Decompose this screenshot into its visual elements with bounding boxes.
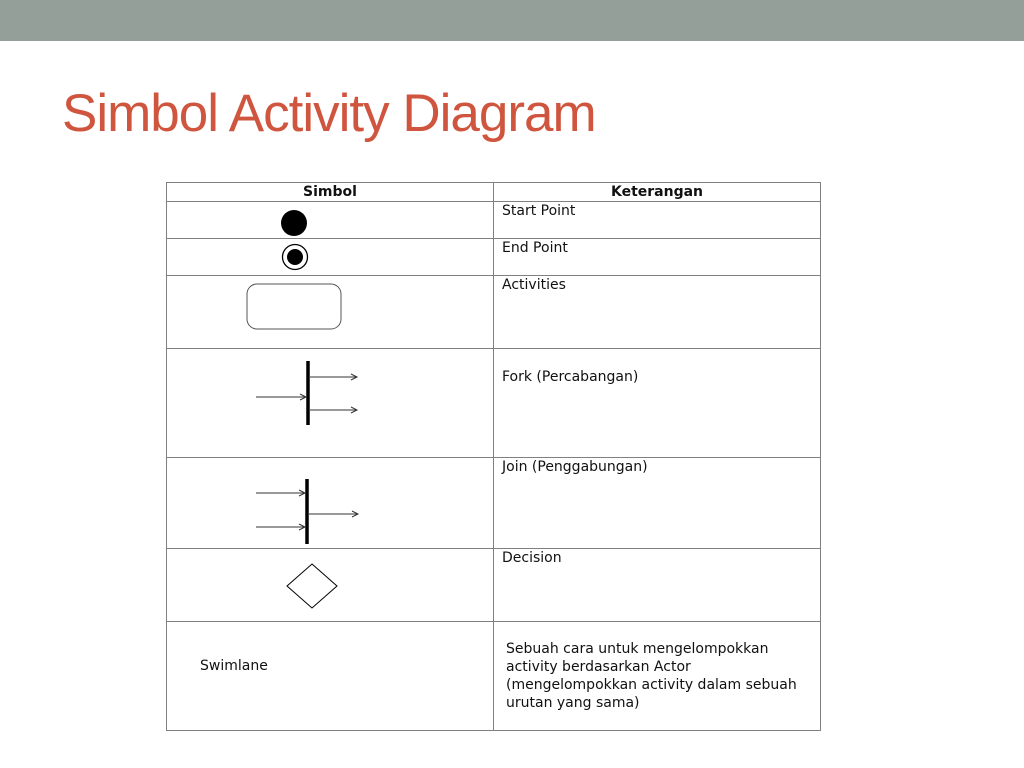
- table-row: [167, 622, 821, 731]
- swimlane-label: Swimlane: [200, 658, 268, 674]
- table-row: [167, 458, 821, 549]
- header-simbol: Simbol: [167, 183, 494, 202]
- symbol-cell: [167, 549, 494, 622]
- end-point-icon: [167, 239, 494, 275]
- table-row: [167, 349, 821, 458]
- fork-icon: [167, 349, 494, 457]
- symbol-cell: [167, 349, 494, 458]
- description-cell: Join (Penggabungan): [494, 458, 821, 549]
- symbol-cell: [167, 276, 494, 349]
- description-cell: Start Point: [494, 202, 821, 239]
- description-cell: Sebuah cara untuk mengelompokkan activity berdasarkan Actor (mengelompokkan activity dalam sebuah urutan yang sama): [494, 622, 821, 731]
- table-row: [167, 202, 821, 239]
- header-keterangan: Keterangan: [494, 183, 821, 202]
- symbol-cell: [167, 622, 494, 731]
- symbol-cell: [167, 239, 494, 276]
- slide-title: Simbol Activity Diagram: [62, 84, 596, 143]
- table-row: [167, 276, 821, 349]
- symbol-cell: [167, 458, 494, 549]
- decision-icon: [167, 549, 494, 621]
- table-header-row: [167, 183, 821, 202]
- join-icon: [167, 458, 494, 548]
- symbol-cell: [167, 202, 494, 239]
- table-row: [167, 549, 821, 622]
- description-cell: [494, 349, 821, 458]
- description-cell: End Point: [494, 239, 821, 276]
- description-cell: Activities: [494, 276, 821, 349]
- description-cell: Decision: [494, 549, 821, 622]
- table-row: [167, 239, 821, 276]
- start-point-icon: [167, 202, 494, 238]
- top-bar: [0, 0, 1024, 41]
- fork-description: Fork (Percabangan): [502, 369, 639, 385]
- symbols-table: [166, 182, 821, 731]
- activity-icon: [167, 276, 494, 348]
